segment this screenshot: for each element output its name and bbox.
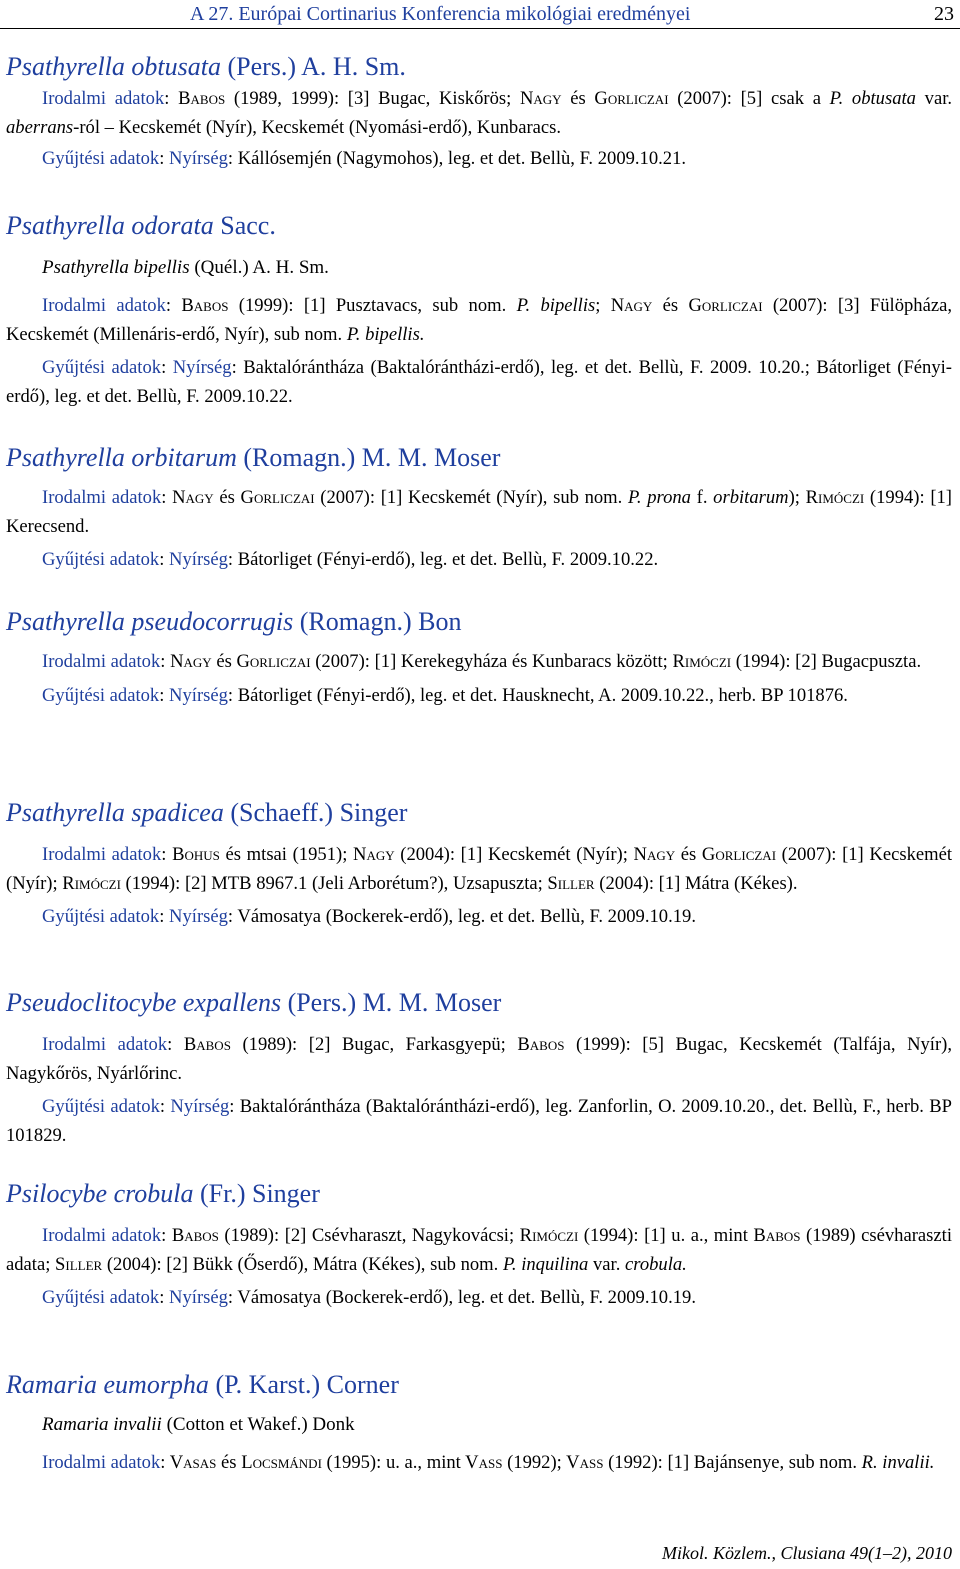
- footer-citation: Mikol. Közlem., Clusiana 49(1–2), 2010: [662, 1543, 952, 1563]
- species-title: Psilocybe crobula (Fr.) Singer: [6, 1179, 320, 1208]
- synonym: Psathyrella bipellis (Quél.) A. H. Sm.: [42, 257, 329, 278]
- species-title: Psathyrella odorata Sacc.: [6, 211, 276, 240]
- species-entry: [6, 797, 952, 932]
- literature-data: Irodalmi adatok: Babos (1989): [2] Bugac, Farkasgyepü; Babos (1999): [5] Bugac, Kecskemét (Talfája, Nyír), Nagykőrös, Nyárlőrinc.: [6, 1034, 952, 1084]
- literature-data: Irodalmi adatok: Nagy és Gorliczai (2007): [1] Kecskemét (Nyír), sub nom. P. prona f. orbitarum); Rimóczi (1994): [1] Kerecsend.: [6, 487, 952, 537]
- literature-data: Irodalmi adatok: Vasas és Locsmándi (1995): u. a., mint Vass (1992); Vass (1992): [1] Bajánsenye, sub nom. R. invalii.: [42, 1452, 935, 1473]
- collection-data: Gyűjtési adatok: Nyírség: Baktalórántháza (Baktalórántházi-erdő), leg. Zanforlin, O. 2009.10.20., det. Bellù, F., herb. BP 101829.: [6, 1096, 952, 1146]
- literature-data: Irodalmi adatok: Babos (1989): [2] Csévharaszt, Nagykovácsi; Rimóczi (1994): [1] u. a., mint Babos (1989) csévharaszti adata; Siller (2004): [2] Bükk (Őserdő), Mátra (Kékes), sub nom. P. inquilina var. crobula.: [6, 1225, 952, 1275]
- literature-data: Irodalmi adatok: Bohus és mtsai (1951); Nagy (2004): [1] Kecskemét (Nyír); Nagy és Gorliczai (2007): [1] Kecskemét (Nyír); Rimóczi (1994): [2] MTB 8967.1 (Jeli Arborétum?), Uzsapuszta; Siller (2004): [1] Mátra (Kékes).: [6, 844, 953, 894]
- collection-data: Gyűjtési adatok: Nyírség: Vámosatya (Bockerek-erdő), leg. et det. Bellù, F. 2009.10.19.: [42, 906, 696, 927]
- species-entry: [6, 442, 952, 575]
- collection-data: Gyűjtési adatok: Nyírség: Kállósemjén (Nagymohos), leg. et det. Bellù, F. 2009.10.21.: [42, 148, 687, 169]
- species-entry: [6, 210, 952, 411]
- species-title: Psathyrella spadicea (Schaeff.) Singer: [6, 798, 408, 827]
- species-title: Ramaria eumorpha (P. Karst.) Corner: [6, 1370, 399, 1399]
- header-title: A 27. Európai Cortinarius Konferencia mikológiai eredményei: [190, 3, 691, 25]
- literature-data: Irodalmi adatok: Nagy és Gorliczai (2007): [1] Kerekegyháza és Kunbaracs között; Rimóczi (1994): [2] Bugacpuszta.: [42, 651, 922, 672]
- page-number: 23: [934, 3, 954, 25]
- species-title: Pseudoclitocybe expallens (Pers.) M. M. Moser: [6, 988, 502, 1017]
- species-entry: [6, 987, 952, 1150]
- collection-data: Gyűjtési adatok: Nyírség: Bátorliget (Fényi-erdő), leg. et det. Bellù, F. 2009.10.22.: [42, 549, 659, 570]
- running-header: [0, 2, 960, 29]
- species-entry: [6, 606, 952, 710]
- literature-data: Irodalmi adatok: Babos (1999): [1] Pusztavacs, sub nom. P. bipellis; Nagy és Gorliczai (2007): [3] Fülöpháza, Kecskemét (Millenáris-erdő, Nyír), sub nom. P. bipellis.: [6, 295, 953, 345]
- species-entry: [6, 1369, 952, 1478]
- collection-data: Gyűjtési adatok: Nyírség: Vámosatya (Bockerek-erdő), leg. et det. Bellù, F. 2009.10.19.: [42, 1287, 696, 1308]
- species-title: Psathyrella orbitarum (Romagn.) M. M. Moser: [6, 443, 501, 472]
- collection-data: Gyűjtési adatok: Nyírség: Baktalórántháza (Baktalórántházi-erdő), leg. et det. Bellù, F. 2009. 10.20.; Bátorliget (Fényi-erdő), leg. et det. Bellù, F. 2009.10.22.: [6, 357, 952, 407]
- literature-data: Irodalmi adatok: Babos (1989, 1999): [3] Bugac, Kiskőrös; Nagy és Gorliczai (2007): [5] csak a P. obtusata var. aberrans-ról – Kecskemét (Nyír), Kecskemét (Nyomási-erdő), Kunbaracs.: [6, 88, 953, 138]
- species-title: Psathyrella obtusata (Pers.) A. H. Sm.: [6, 52, 406, 81]
- species-title: Psathyrella pseudocorrugis (Romagn.) Bon: [6, 607, 462, 636]
- species-entry: [6, 51, 952, 174]
- species-entry: [6, 1178, 952, 1313]
- collection-data: Gyűjtési adatok: Nyírség: Bátorliget (Fényi-erdő), leg. et det. Hausknecht, A. 2009.10.22., herb. BP 101876.: [42, 684, 848, 706]
- synonym: Ramaria invalii (Cotton et Wakef.) Donk: [42, 1414, 355, 1435]
